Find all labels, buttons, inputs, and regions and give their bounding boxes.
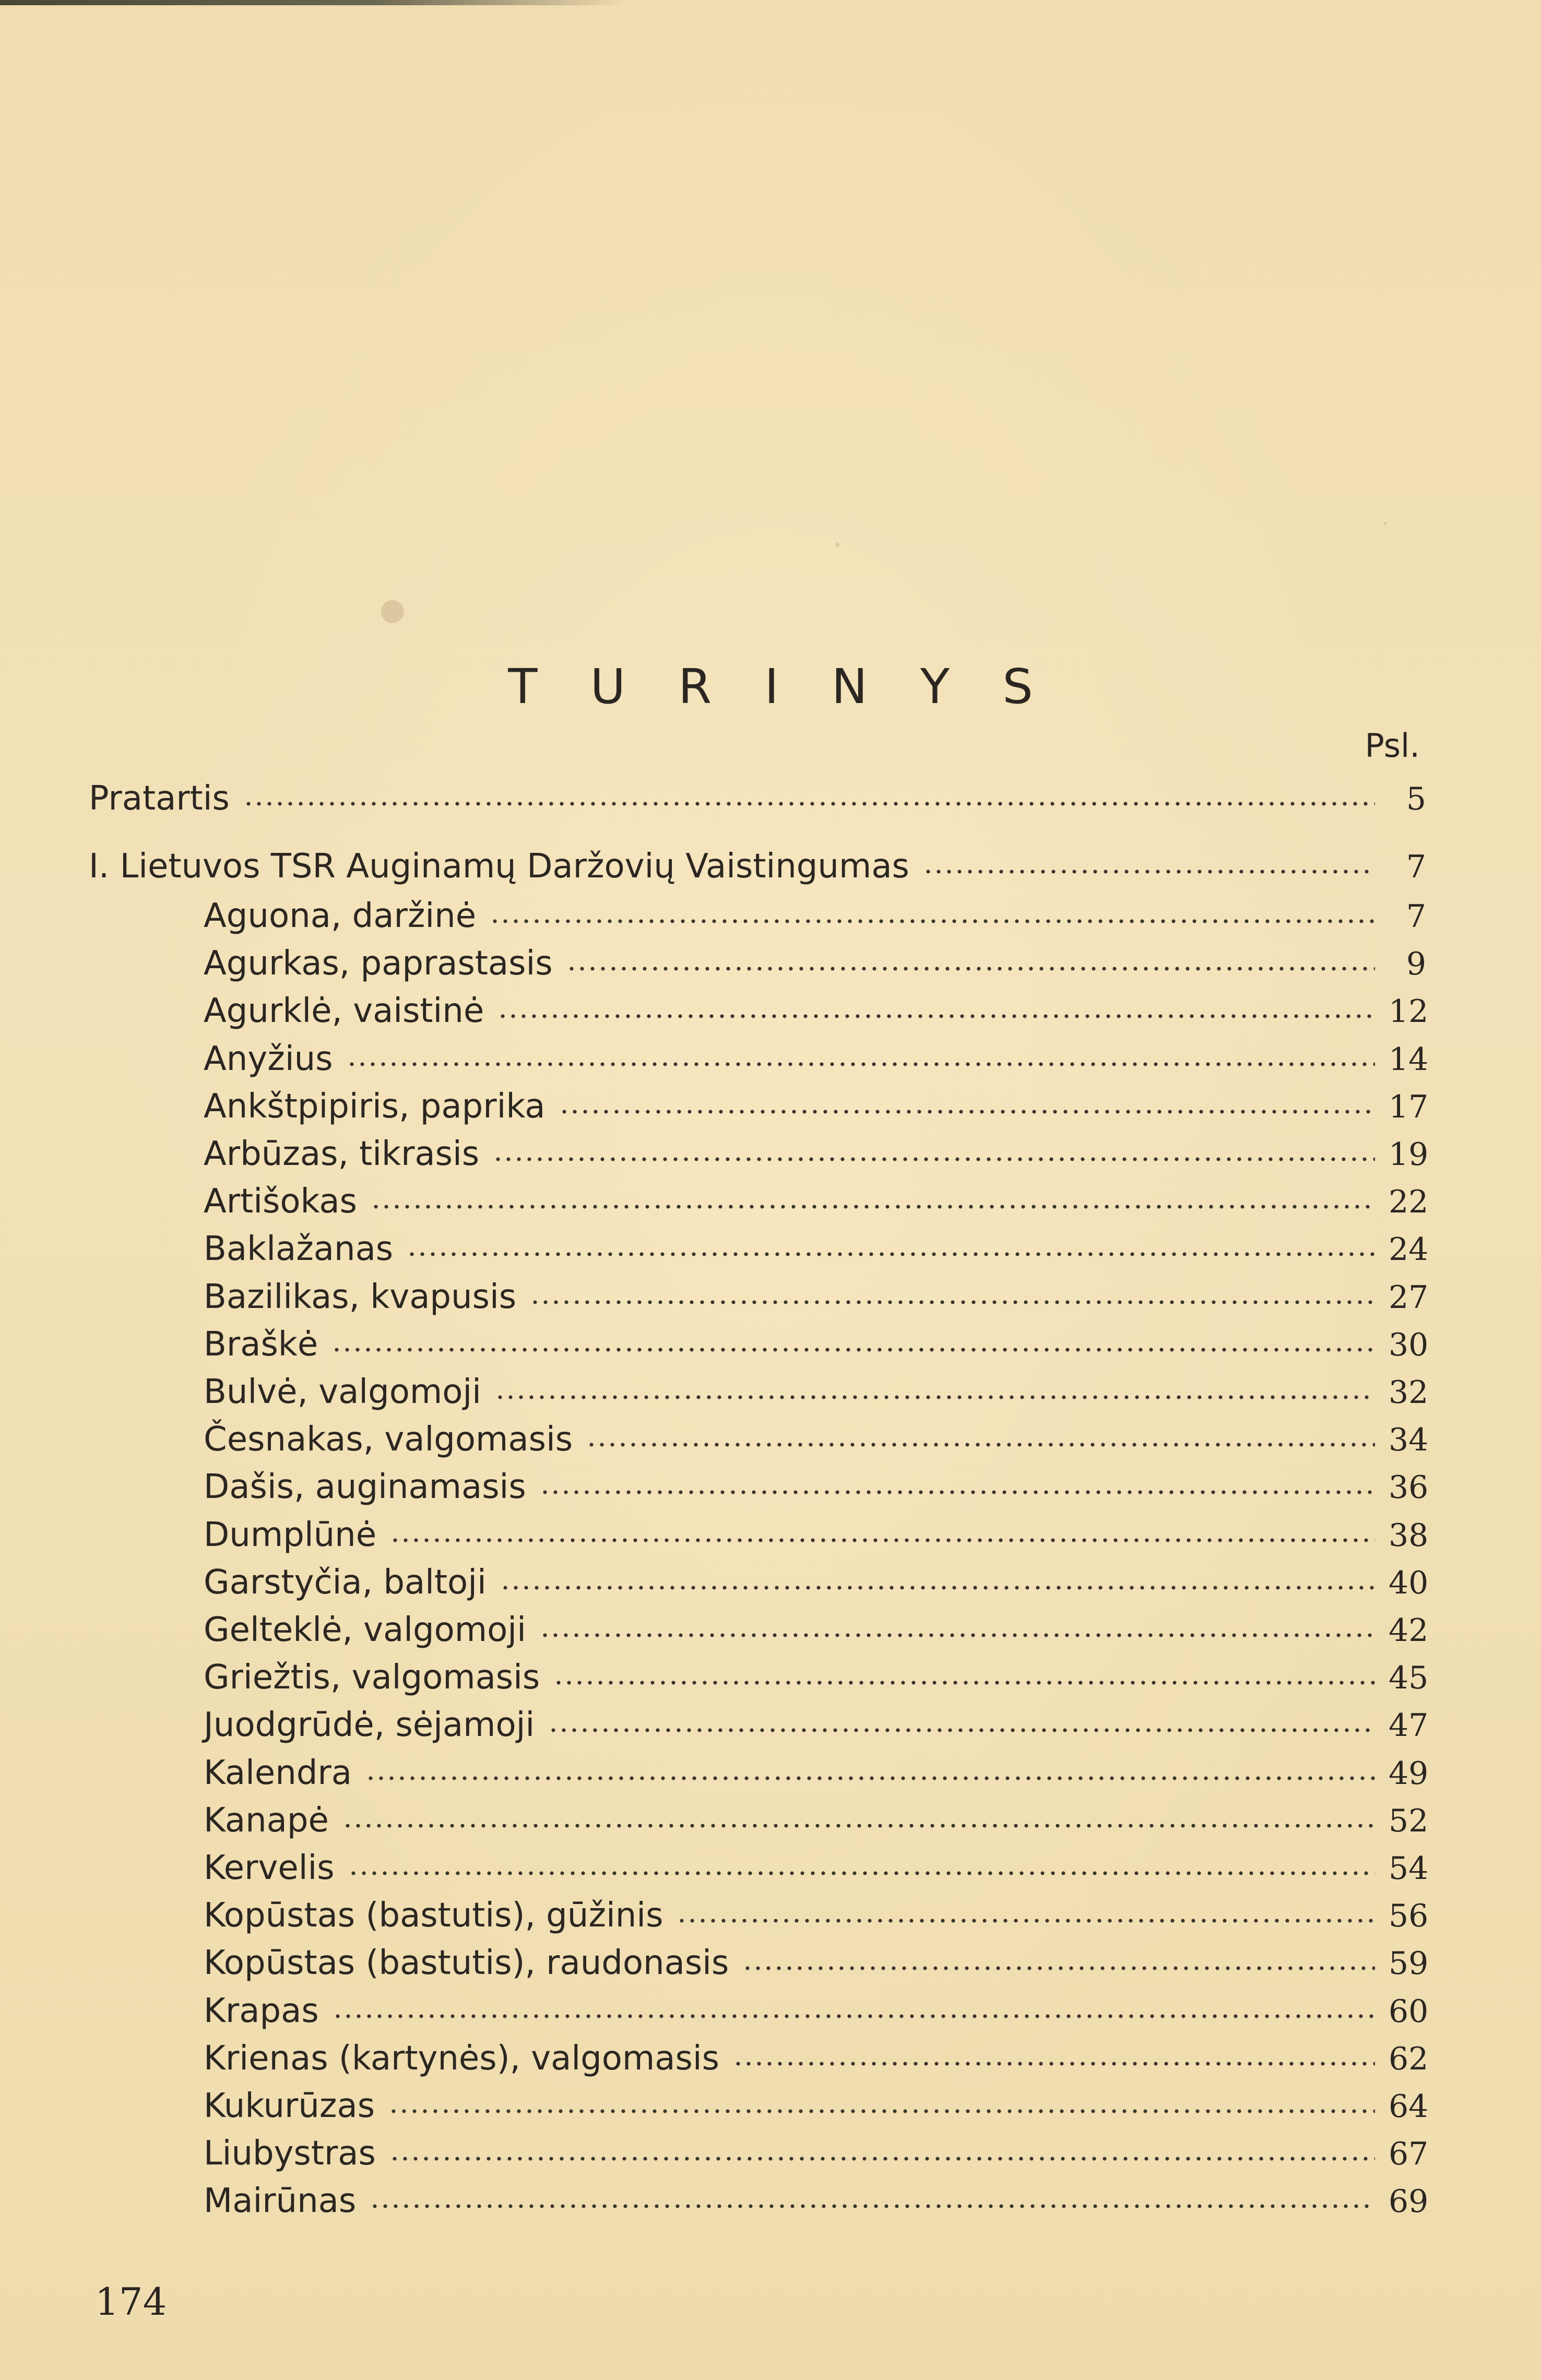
toc-entry-page: 56 [1389, 1898, 1429, 1935]
toc-entry-page: 45 [1389, 1660, 1429, 1697]
toc-entry [204, 990, 1429, 1032]
page-column-header: Psl. [1365, 727, 1420, 765]
toc-entry [204, 2133, 1429, 2174]
toc-entry [204, 1514, 1429, 1556]
paper-speck [1383, 522, 1386, 525]
toc-entry-page: 24 [1389, 1231, 1429, 1268]
toc-entry-page: 64 [1389, 2088, 1429, 2125]
toc-entry-page: 38 [1389, 1517, 1429, 1554]
toc-entry-page: 36 [1389, 1469, 1429, 1506]
toc-entry-title: Kervelis [204, 1849, 335, 1887]
toc-entry-title: Braškė [204, 1325, 318, 1364]
dot-leader [586, 1441, 1375, 1449]
toc-entry-page: 12 [1389, 993, 1429, 1030]
page-number: 174 [95, 2280, 167, 2324]
toc-entry [204, 1942, 1429, 1984]
toc-entry-title: Artišokas [204, 1182, 357, 1221]
toc-entry-page: 7 [1406, 849, 1426, 885]
dot-leader [342, 1822, 1375, 1830]
toc-entry-title: Dašis, auginamasis [204, 1468, 526, 1507]
dot-leader [493, 1155, 1375, 1163]
dot-leader [371, 1203, 1375, 1211]
toc-entry-page: 60 [1389, 1993, 1429, 2030]
toc-entry [204, 1419, 1429, 1460]
toc-entry-page: 14 [1389, 1041, 1429, 1078]
toc-entry [204, 2085, 1429, 2127]
dot-leader [553, 1679, 1375, 1687]
dot-leader [540, 1631, 1375, 1639]
toc-entry [204, 943, 1426, 984]
toc-entry-title: Bulvė, valgomoji [204, 1373, 481, 1411]
toc-entry-page: 5 [1406, 781, 1426, 817]
toc-entry [204, 1276, 1429, 1318]
dot-leader [490, 917, 1375, 925]
toc-entry-title: Kukurūzas [204, 2087, 375, 2125]
toc-entry-page: 40 [1389, 1564, 1429, 1601]
dot-leader [530, 1298, 1375, 1306]
toc-entry-title: Bazilikas, kvapusis [204, 1277, 517, 1316]
toc-entry [204, 2038, 1429, 2079]
toc-entry-page: 32 [1389, 1374, 1429, 1411]
dot-leader [497, 1012, 1375, 1020]
dot-leader [370, 2202, 1375, 2210]
dot-leader [677, 1917, 1375, 1925]
toc-entry-page: 7 [1406, 898, 1426, 935]
toc-entry-page: 49 [1389, 1755, 1429, 1792]
toc-entry-title: Česnakas, valgomasis [204, 1420, 573, 1459]
toc-entry [89, 778, 1426, 819]
toc-entry-title: Dumplūnė [204, 1515, 377, 1554]
dot-leader [742, 1964, 1375, 1972]
toc-entry [204, 1895, 1429, 1936]
toc-entry [204, 1228, 1429, 1270]
toc-entry [204, 1181, 1429, 1222]
paper-stain [381, 600, 404, 623]
toc-entry-title: I. Lietuvos TSR Auginamų Daržovių Vaistingumas [89, 847, 909, 886]
dot-leader [389, 2155, 1375, 2163]
dot-leader [566, 965, 1375, 973]
toc-entry-title: Ankštpipiris, paprika [204, 1087, 546, 1126]
paper-speck [835, 543, 839, 547]
toc-entry [204, 1133, 1429, 1175]
toc-entry-title: Juodgrūdė, sėjamoji [204, 1706, 535, 1745]
toc-entry-page: 19 [1389, 1136, 1429, 1173]
toc-entry [204, 1609, 1429, 1651]
toc-entry [204, 2180, 1429, 2222]
dot-leader [923, 867, 1375, 876]
toc-entry-title: Krapas [204, 1991, 319, 2030]
toc-entry-page: 52 [1389, 1802, 1429, 1839]
dot-leader [540, 1488, 1375, 1496]
toc-entry-title: Garstyčia, baltoji [204, 1563, 487, 1602]
dot-leader [500, 1584, 1375, 1592]
toc-entry [204, 1704, 1429, 1746]
toc-title: T U R I N Y S [508, 659, 1052, 715]
toc-entry-page: 22 [1389, 1184, 1429, 1221]
toc-entry-title: Kopūstas (bastutis), raudonasis [204, 1944, 729, 1983]
toc-entry-page: 30 [1389, 1326, 1429, 1363]
toc-entry [204, 1800, 1429, 1841]
toc-entry-title: Kalendra [204, 1753, 352, 1792]
toc-entry-title: Krienas (kartynės), valgomasis [204, 2039, 719, 2078]
scanned-top-edge [0, 0, 626, 5]
toc-entry [204, 1086, 1429, 1127]
toc-entry-page: 67 [1389, 2136, 1429, 2173]
toc-entry-page: 34 [1389, 1422, 1429, 1459]
toc-entry [204, 1657, 1429, 1698]
toc-entry-title: Baklažanas [204, 1230, 394, 1269]
toc-entry-title: Kanapė [204, 1801, 329, 1840]
dot-leader [733, 2060, 1375, 2068]
toc-entry-page: 69 [1389, 2183, 1429, 2220]
toc-entry-page: 62 [1389, 2040, 1429, 2077]
toc-entry-title: Aguona, daržinė [204, 897, 477, 935]
toc-entry-title: Pratartis [89, 779, 230, 818]
dot-leader [495, 1393, 1375, 1401]
toc-entry-title: Agurklė, vaistinė [204, 992, 484, 1031]
toc-entry [204, 1562, 1429, 1603]
toc-entry-title: Liubystras [204, 2134, 376, 2173]
toc-entry-title: Arbūzas, tikrasis [204, 1135, 480, 1173]
toc-entry [204, 1466, 1429, 1508]
toc-entry-title: Griežtis, valgomasis [204, 1658, 540, 1697]
toc-entry-title: Mairūnas [204, 2182, 357, 2221]
toc-entry-page: 47 [1389, 1707, 1429, 1744]
dot-leader [348, 1869, 1375, 1877]
toc-entry-page: 9 [1406, 946, 1426, 983]
toc-entry-title: Kopūstas (bastutis), gūžinis [204, 1896, 663, 1935]
dot-leader [390, 1536, 1375, 1544]
toc-entry [204, 1324, 1429, 1365]
toc-entry [204, 1752, 1429, 1794]
toc-entry [204, 1990, 1429, 2032]
dot-leader [331, 1346, 1375, 1354]
dot-leader [333, 2012, 1375, 2020]
toc-entry [204, 1371, 1429, 1413]
dot-leader [388, 2107, 1375, 2115]
toc-entry-page: 59 [1389, 1945, 1429, 1982]
toc-entry-page: 54 [1389, 1850, 1429, 1887]
toc-entry-title: Agurkas, paprastasis [204, 944, 553, 983]
toc-entry-page: 42 [1389, 1612, 1429, 1649]
dot-leader [243, 800, 1375, 808]
dot-leader [548, 1726, 1375, 1734]
toc-entry-title: Anyžius [204, 1039, 333, 1078]
dot-leader [347, 1060, 1376, 1068]
toc-entry-page: 27 [1389, 1279, 1429, 1316]
toc-entry [204, 895, 1426, 937]
dot-leader [365, 1774, 1375, 1782]
dot-leader [407, 1250, 1375, 1258]
toc-entry-page: 17 [1389, 1088, 1429, 1125]
toc-entry [204, 1038, 1429, 1080]
toc-entry-title: Gelteklė, valgomoji [204, 1611, 526, 1649]
dot-leader [559, 1108, 1376, 1116]
toc-entry [204, 1847, 1429, 1889]
toc-entry [89, 846, 1426, 887]
